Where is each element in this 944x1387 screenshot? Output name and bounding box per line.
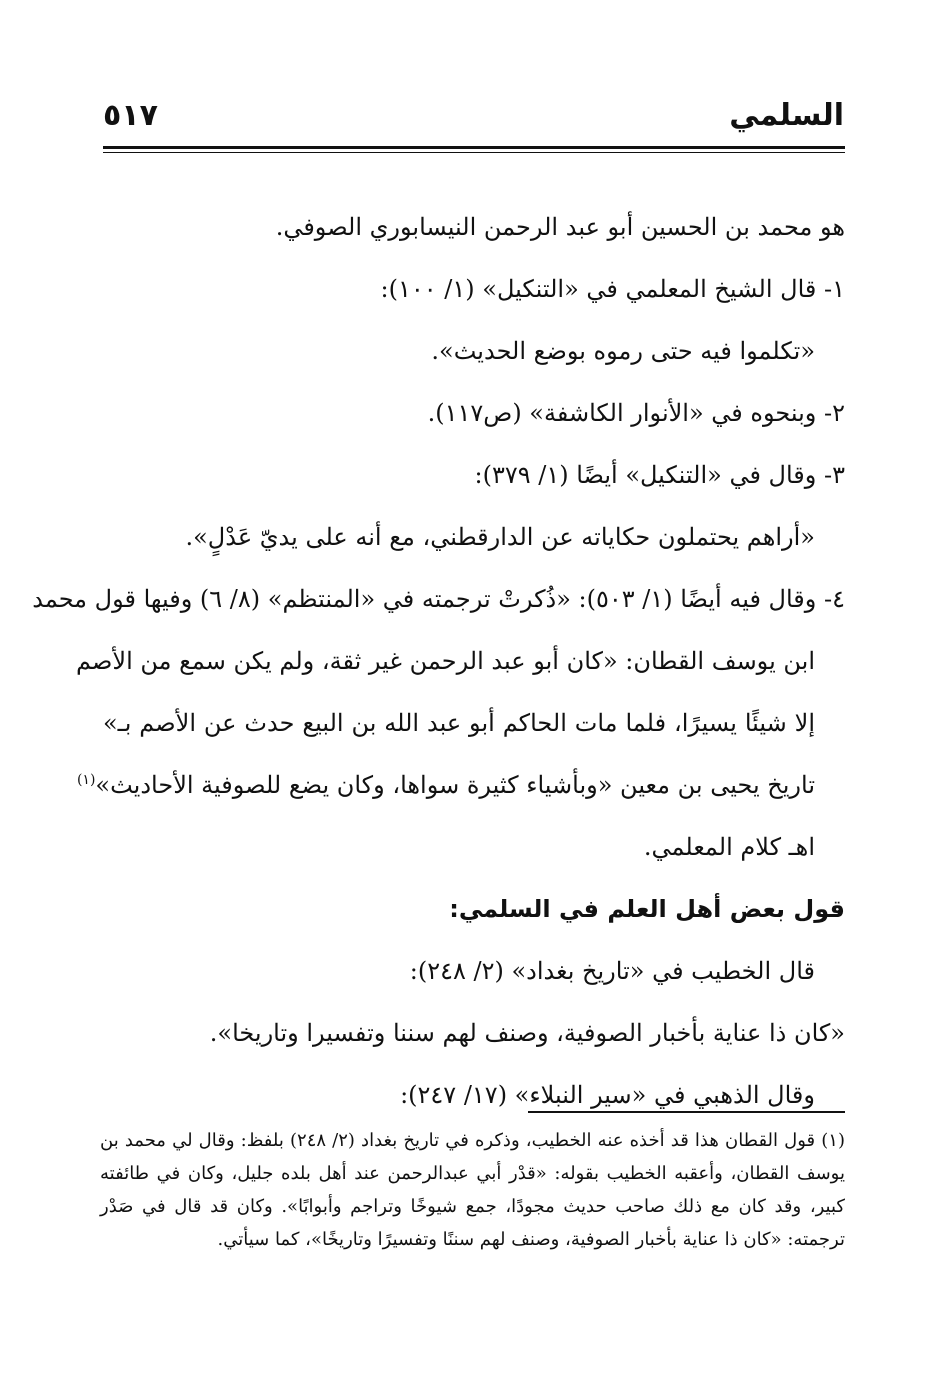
- footnotes: [100, 1124, 845, 1256]
- footnote-marker[interactable]: (١): [76, 772, 96, 788]
- footnote-line: كبير، وقد كان مع ذلك صاحب حديث مجودًا، جمع شيوخًا وتراجم وأبوابًا». وكان قد قال في صَدْر: [100, 1196, 845, 1217]
- footnote-line: يوسف القطان، وأعقبه الخطيب بقوله: «قدْر أبي عبدالرحمن عند أهل بلده جليل، وكان في طائفته: [100, 1163, 845, 1184]
- text-line: ١- قال الشيخ المعلمي في «التنكيل» (١/ ١٠٠):: [380, 275, 845, 303]
- page-number: ٥١٧: [103, 98, 158, 133]
- section-heading: قول بعض أهل العلم في السلمي:: [449, 895, 845, 923]
- footnote-separator: [528, 1111, 845, 1113]
- text-span: تاريخ يحيى بن معين «وبأشياء كثيرة سواها، وكان يضع للصوفية الأحاديث»: [95, 771, 815, 799]
- text-line: [76, 754, 845, 816]
- text-line: اهـ كلام المعلمي.: [643, 833, 815, 861]
- text-line: قال الخطيب في «تاريخ بغداد» (٢/ ٢٤٨):: [409, 957, 815, 985]
- footnote-line: (١) قول القطان هذا قد أخذه عنه الخطيب، وذكره في تاريخ بغداد (٢/ ٢٤٨) بلفظ: وقال لي محمد بن: [100, 1130, 845, 1151]
- header-rule-thick: [103, 146, 845, 149]
- text-line: هو محمد بن الحسين أبو عبد الرحمن النيسابوري الصوفي.: [275, 213, 845, 241]
- running-header-title: السلمي: [729, 98, 844, 133]
- text-line: ابن يوسف القطان: «كان أبو عبد الرحمن غير ثقة، ولم يكن سمع من الأصم: [76, 647, 815, 675]
- quote-line: «تكلموا فيه حتى رموه بوضع الحديث».: [431, 337, 815, 365]
- header-rule-thin: [103, 152, 845, 153]
- text-line: ٢- وبنحوه في «الأنوار الكاشفة» (ص١١٧).: [427, 399, 845, 427]
- main-text: [32, 196, 845, 1126]
- quote-line: «كان ذا عناية بأخبار الصوفية، وصنف لهم سننا وتفسيرا وتاريخا».: [209, 1019, 845, 1047]
- text-line: إلا شيئًا يسيرًا، فلما مات الحاكم أبو عبد الله بن البيع حدث عن الأصم بـ»: [103, 709, 815, 737]
- text-line: ٣- وقال في «التنكيل» أيضًا (١/ ٣٧٩):: [474, 461, 845, 489]
- footnote-line: ترجمته: «كان ذا عناية بأخبار الصوفية، وصنف لهم سننًا وتفسيرًا وتاريخًا»، كما سيأتي.: [217, 1229, 845, 1250]
- text-line: وقال الذهبي في «سير النبلاء» (١٧/ ٢٤٧):: [400, 1081, 815, 1109]
- quote-line: «أراهم يحتملون حكاياته عن الدارقطني، مع أنه على يديّ عَدْلٍ».: [185, 523, 815, 551]
- text-line: ٤- وقال فيه أيضًا (١/ ٥٠٣): «ذُكرتْ ترجمته في «المنتظم» (٨/ ٦) وفيها قول محمد: [32, 585, 845, 613]
